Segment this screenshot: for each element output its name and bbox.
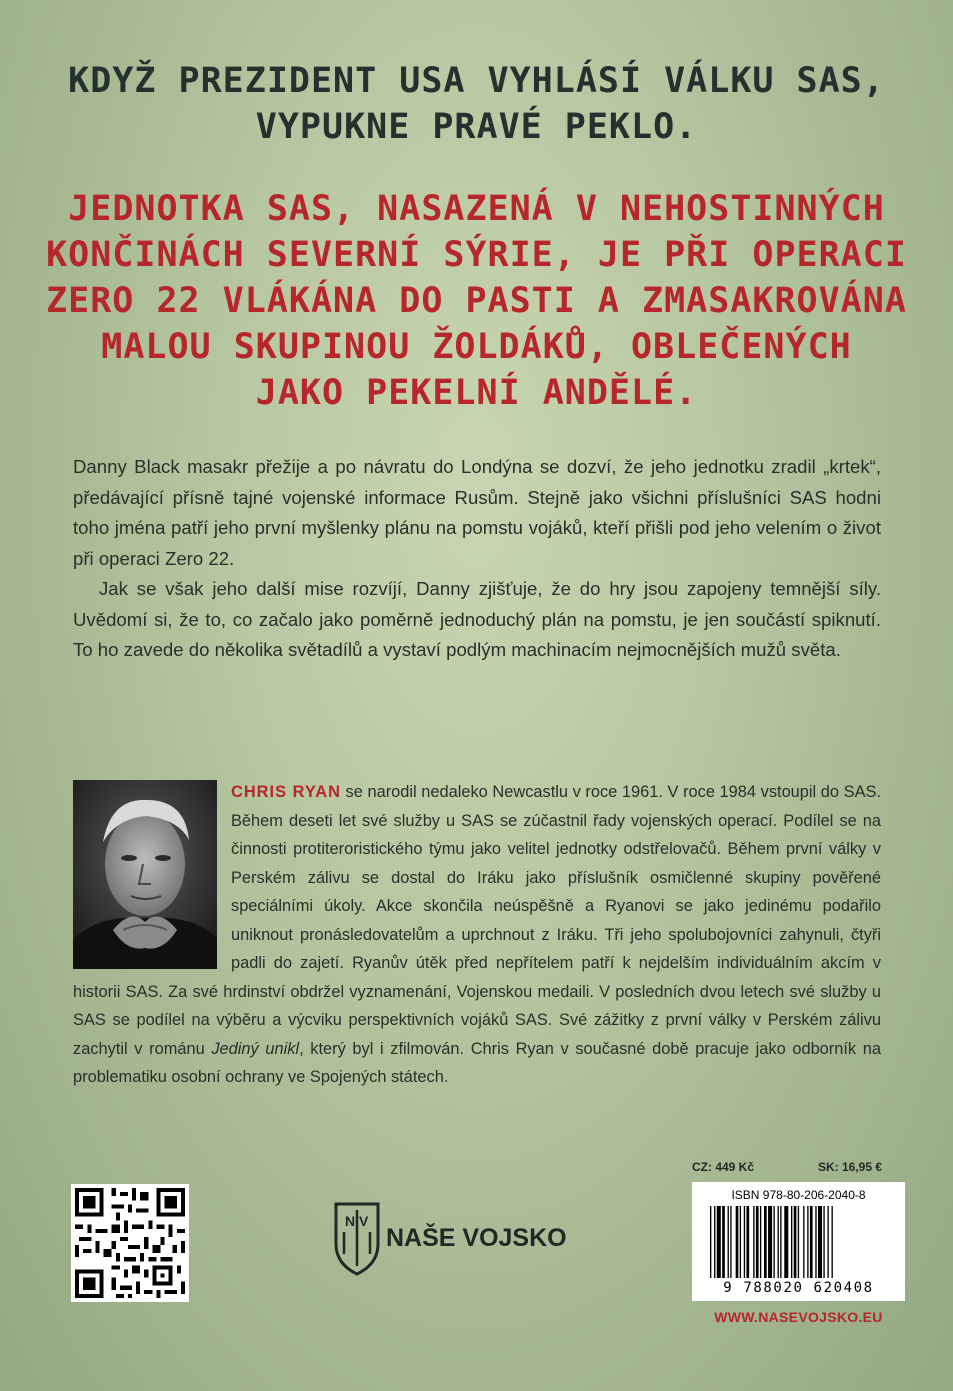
teaser-line-1: JEDNOTKA SAS, NASAZENÁ V NEHOSTINNÝCH — [68, 189, 885, 229]
book-title-reference: Jediný unikl — [211, 1039, 300, 1058]
teaser-line-4: MALOU SKUPINOU ŽOLDÁKŮ, OBLEČENÝCH — [101, 327, 852, 367]
headline-line-2: VYPUKNE PRAVÉ PEKLO. — [255, 107, 698, 147]
emblem-letter-v: V — [359, 1213, 369, 1229]
publisher-name: NAŠE VOJSKO — [386, 1224, 567, 1252]
price-sk: SK: 16,95 € — [818, 1160, 883, 1174]
qr-code — [71, 1184, 189, 1302]
teaser-line-2: KONČINÁCH SEVERNÍ SÝRIE, JE PŘI OPERACI — [46, 235, 907, 275]
headline — [60, 58, 893, 150]
author-bio-text-1: se narodil nedaleko Newcastlu v roce 1961. V roce 1984 vstoupil do SAS. Během deseti let své služby u SAS se zúčastnil řady vojenských operací. Podílel se na činnosti protiteroristického týmu jako velitel jednotky odstřelovačů. Během první války v Perském zálivu se dostal do Iráku jako příslušník osmičlenné skupiny pověřené speciálními úkoly. Akce skončila neúspěšně a Ryanovi se jako jedinému podařilo uniknout pronásledovatelům a uprchnout z Iráku. Tři jeho spolubojovníci zahynuli, čtyři padli do zajetí. Ryanův útěk před nepřítelem patří k nejdelším individuálním akcím v historii SAS. Za své hrdinství obdržel vyznamenání, Vojenskou medaili. V posledních dvou letech své služby u SAS se podílel na výběru a výcviku perspektivních vojáků SAS. Své zážitky z první války v Perském zálivu zachytil v románu — [73, 783, 881, 1058]
author-bio — [73, 778, 881, 1092]
publisher-emblem-icon — [330, 1200, 384, 1278]
teaser-line-3: ZERO 22 VLÁKÁNA DO PASTI A ZMASAKROVÁNA — [46, 281, 907, 321]
price-cz: CZ: 449 Kč — [692, 1160, 755, 1174]
isbn-number: ISBN 978-80-206-2040-8 — [731, 1188, 866, 1202]
blurb-paragraph-2: Jak se však jeho další mise rozvíjí, Danny zjišťuje, že do hry jsou zapojeny temnější síly. Uvědomí si, že to, co začalo jako poměrně jednoduchý plán na pomstu, je jen součástí spiknutí. To ho zavede do několika světadílů a vystaví podlým machinacím nejmocnějších mužů světa. — [73, 578, 881, 660]
author-name: CHRIS RYAN — [231, 783, 341, 801]
emblem-letter-n: N — [345, 1213, 356, 1229]
author-bio-text-2: , který byl i zfilmován. Chris Ryan v současné době pracuje jako odborník na problematiku osobní ochrany ve Spojených státech. — [73, 1039, 881, 1086]
teaser-line-5: JAKO PEKELNÍ ANDĚLÉ. — [255, 373, 698, 413]
publisher-logo — [330, 1200, 570, 1280]
blurb-paragraph-1: Danny Black masakr přežije a po návratu do Londýna se dozví, že jeho jednotku zradil „krtek“, předávající přísně tajné vojenské informace Rusům. Stejně jako všichni příslušníci SAS hodni toho jména patří jeho první myšlenky plánu na pomstu vojáků, kteří přišli pod jeho velením o život při operaci Zero 22. — [73, 456, 881, 569]
headline-line-1: KDYŽ PREZIDENT USA VYHLÁSÍ VÁLKU SAS, — [68, 61, 885, 101]
barcode-digits: 9 788020 620408 — [723, 1280, 874, 1296]
teaser — [40, 186, 913, 416]
isbn-barcode — [692, 1182, 905, 1301]
book-blurb — [73, 452, 881, 666]
publisher-website: WWW.NASEVOJSKO.EU — [714, 1309, 883, 1325]
